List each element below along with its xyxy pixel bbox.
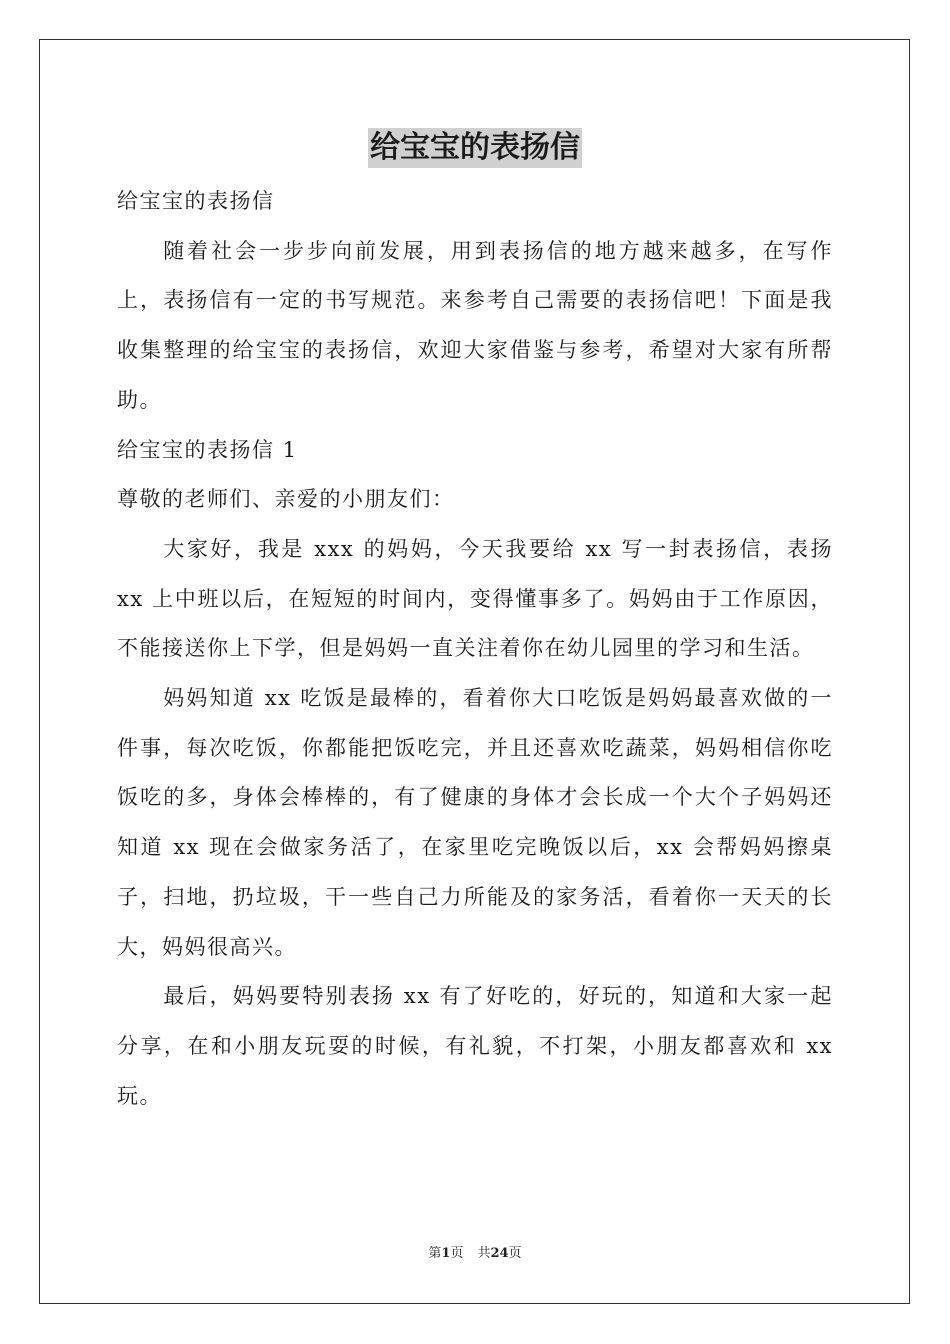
paragraph-letter-heading: 给宝宝的表扬信 1	[117, 437, 298, 462]
document-body	[117, 177, 833, 1121]
paragraph-intro: 随着社会一步步向前发展，用到表扬信的地方越来越多，在写作上，表扬信有一定的书写规范。来参考自己需要的表扬信吧！下面是我收集整理的给宝宝的表扬信，欢迎大家借鉴与参考，希望对大家有所帮助。	[117, 238, 833, 412]
footer-total-prefix: 共	[477, 1246, 491, 1261]
footer-page-suffix: 页	[450, 1246, 464, 1261]
title-container	[0, 128, 950, 168]
footer-page-prefix: 第	[428, 1246, 442, 1261]
paragraph-subtitle: 给宝宝的表扬信	[117, 189, 275, 213]
document-title: 给宝宝的表扬信	[368, 128, 582, 168]
footer-page-number: 1	[441, 1246, 451, 1261]
paragraph-salutation: 尊敬的老师们、亲爱的小朋友们：	[117, 487, 455, 512]
paragraph-body-1: 大家好，我是 xxx 的妈妈，今天我要给 xx 写一封表扬信，表扬 xx 上中班以后，在短短的时间内，变得懂事多了。妈妈由于工作原因，不能接送你上下学，但是妈妈一直关注着你在幼儿园里的学习和生活。	[117, 536, 833, 661]
footer-total-pages: 24	[490, 1246, 509, 1261]
paragraph-body-3: 最后，妈妈要特别表扬 xx 有了好吃的，好玩的，知道和大家一起分享，在和小朋友玩耍的时候，有礼貌，不打架，小朋友都喜欢和 xx 玩。	[117, 984, 833, 1108]
paragraph-body-2: 妈妈知道 xx 吃饭是最棒的，看着你大口吃饭是妈妈最喜欢做的一件事，每次吃饭，你都能把饭吃完，并且还喜欢吃蔬菜，妈妈相信你吃饭吃的多，身体会棒棒的，有了健康的身体才会长成一个大个子妈妈还知道 xx 现在会做家务活了，在家里吃完晚饭以后，xx 会帮妈妈擦桌子，扫地，扔垃圾，干一些自己力所能及的家务活，看着你一天天的长大，妈妈很高兴。	[117, 686, 833, 959]
page-footer	[0, 1246, 950, 1262]
footer-total-suffix: 页	[508, 1246, 522, 1261]
